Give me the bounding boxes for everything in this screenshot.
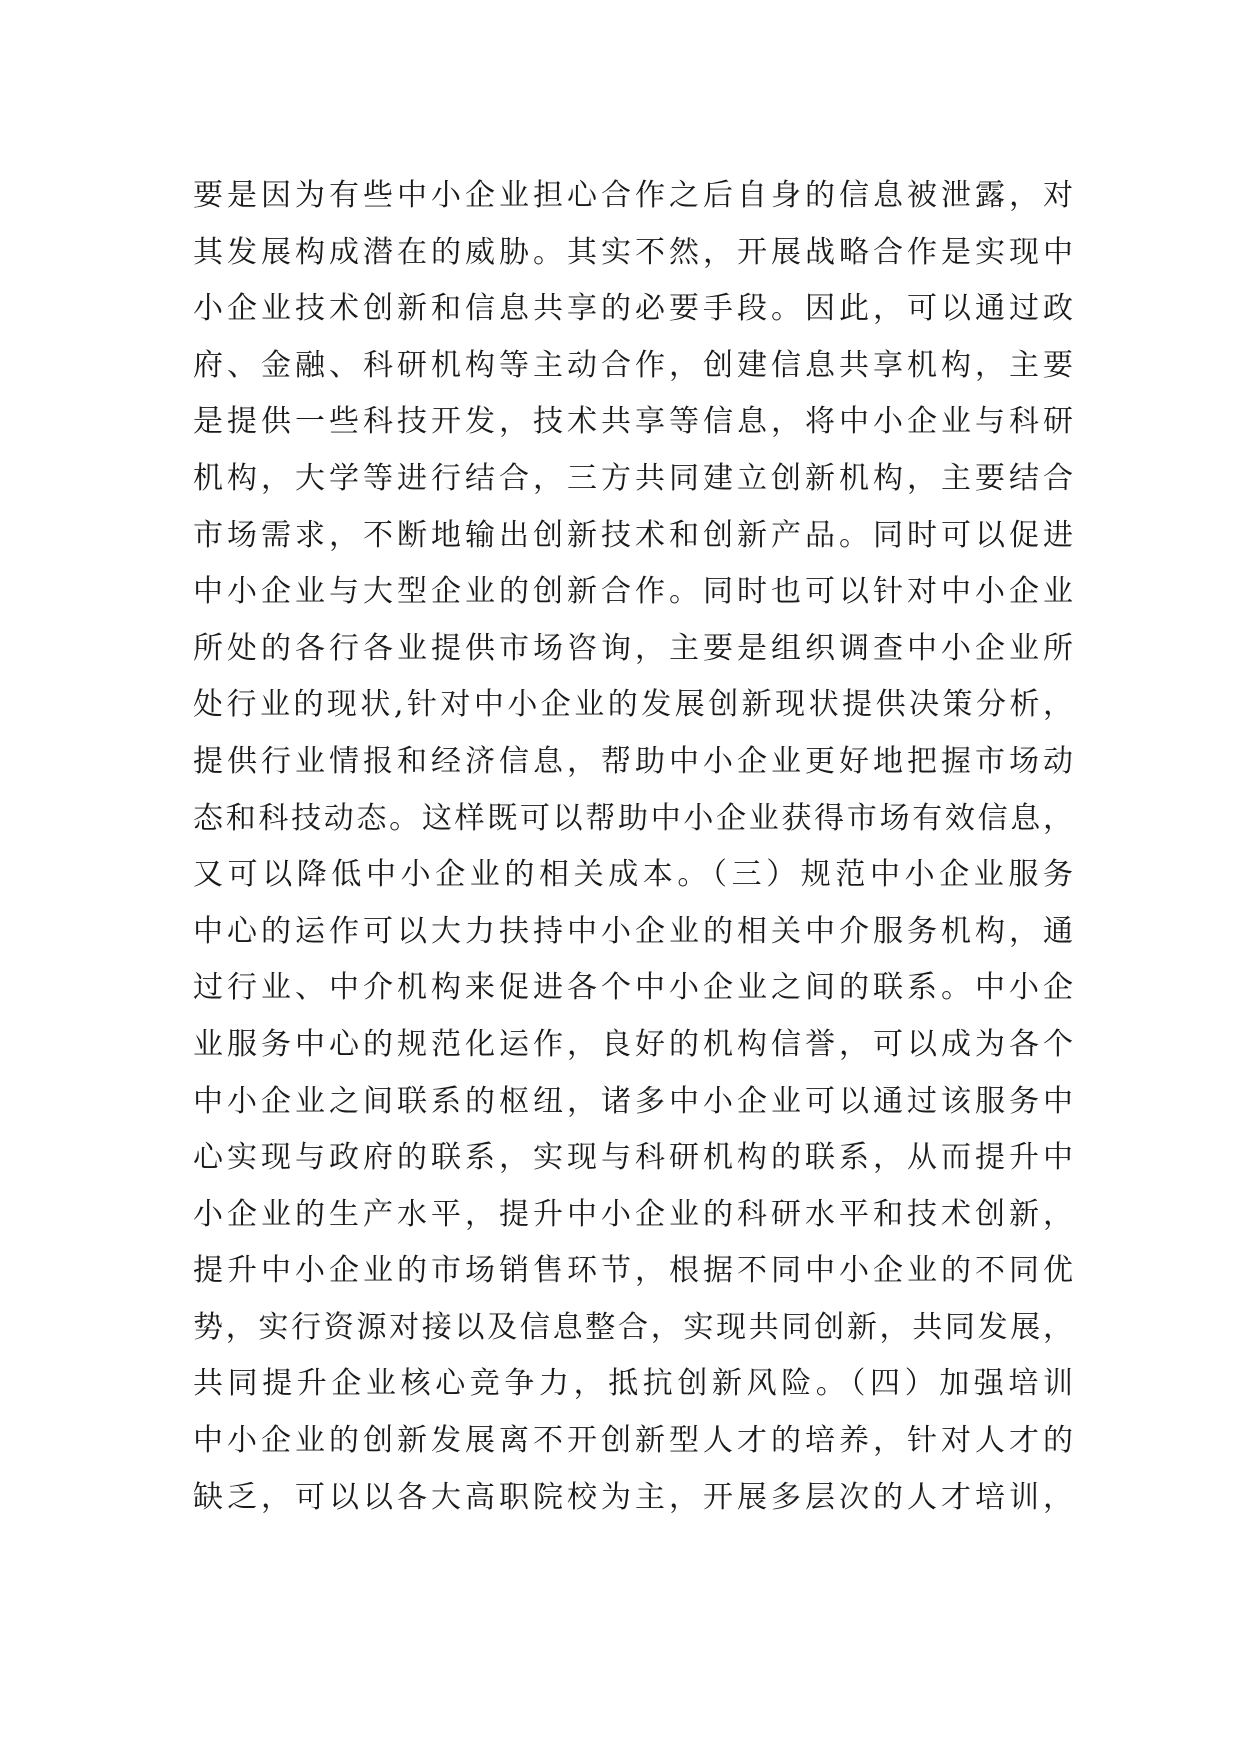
text-line: 所处的各行各业提供市场咨询，主要是组织调查中小企业所 [193,630,1073,666]
text-line: 其发展构成潜在的威胁。其实不然，开展战略合作是实现中 [193,234,1073,270]
text-line: 要是因为有些中小企业担心合作之后自身的信息被泄露，对 [193,178,1073,213]
text-line: 势，实行资源对接以及信息整合，实现共同创新，共同发展， [193,1309,1073,1345]
text-line: 是提供一些科技开发，技术共享等信息，将中小企业与科研 [193,404,1073,440]
text-line: 心实现与政府的联系，实现与科研机构的联系，从而提升中 [193,1140,1073,1176]
text-line: 业服务中心的规范化运作，良好的机构信誉，可以成为各个 [193,1026,1073,1062]
text-line: 提升中小企业的市场销售环节，根据不同中小企业的不同优 [193,1253,1073,1289]
text-line: 缺乏，可以以各大高职院校为主，开展多层次的人才培训， [193,1479,1073,1515]
text-line: 机构，大学等进行结合，三方共同建立创新机构，主要结合 [193,460,1073,496]
text-line: 提供行业情报和经济信息，帮助中小企业更好地把握市场动 [193,743,1073,779]
text-line: 小企业的生产水平，提升中小企业的科研水平和技术创新， [193,1196,1073,1232]
text-line: 过行业、中介机构来促进各个中小企业之间的联系。中小企 [193,970,1073,1006]
text-line: 中小企业与大型企业的创新合作。同时也可以针对中小企业 [193,574,1073,610]
text-line: 共同提升企业核心竞争力，抵抗创新风险。（四）加强培训 [193,1366,1073,1402]
text-line: 府、金融、科研机构等主动合作，创建信息共享机构，主要 [193,347,1073,383]
text-line: 小企业技术创新和信息共享的必要手段。因此，可以通过政 [193,291,1073,327]
body-text [193,168,1073,1526]
text-line: 中小企业之间联系的枢纽，诸多中小企业可以通过该服务中 [193,1083,1073,1119]
text-line: 中小企业的创新发展离不开创新型人才的培养，针对人才的 [193,1423,1073,1459]
text-line: 态和科技动态。这样既可以帮助中小企业获得市场有效信息， [193,800,1073,836]
text-line: 处行业的现状,针对中小企业的发展创新现状提供决策分析， [193,687,1073,723]
text-line: 又可以降低中小企业的相关成本。（三）规范中小企业服务 [193,857,1073,893]
text-line: 市场需求，不断地输出创新技术和创新产品。同时可以促进 [193,517,1073,553]
text-line: 中心的运作可以大力扶持中小企业的相关中介服务机构，通 [193,913,1073,949]
